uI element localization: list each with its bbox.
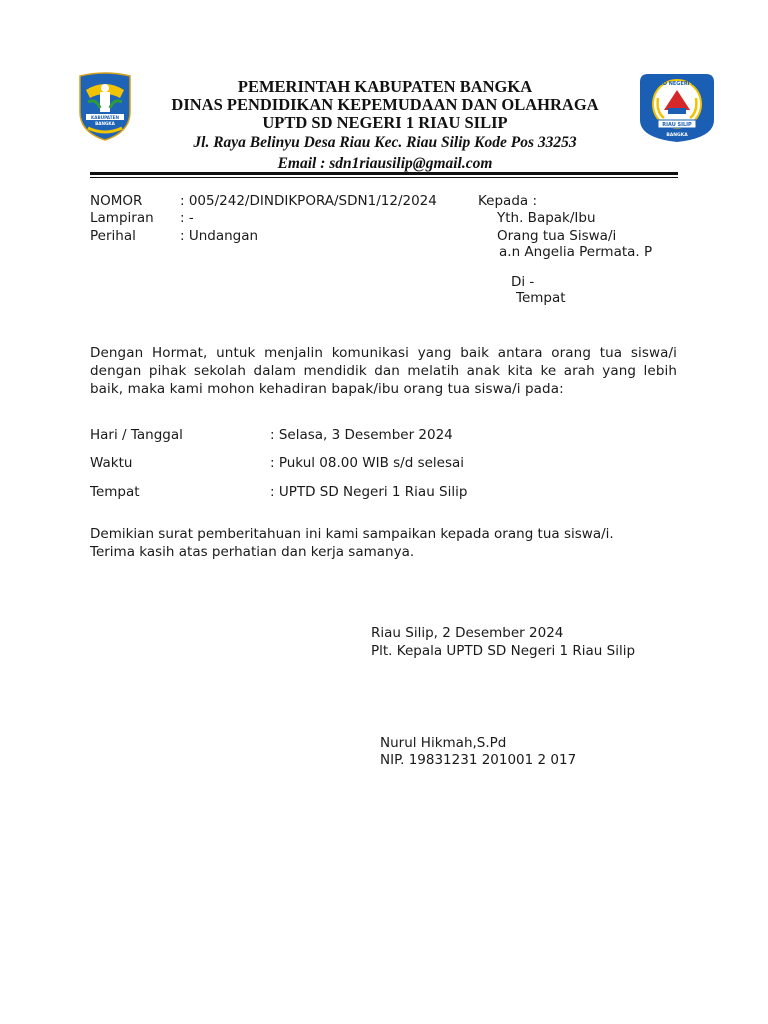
detail-label-time: Waktu xyxy=(90,455,133,471)
perihal-label: Perihal xyxy=(90,228,136,244)
letterhead-address: Jl. Raya Belinyu Desa Riau Kec. Riau Silip Kode Pos 33253 xyxy=(193,134,577,151)
svg-text:BANGKA: BANGKA xyxy=(95,121,115,126)
recipient-tempat: Tempat xyxy=(516,290,566,306)
recipient-parent: Orang tua Siswa/i xyxy=(497,228,617,244)
svg-text:BANGKA: BANGKA xyxy=(666,133,688,138)
closing-line-2: Terima kasih atas perhatian dan kerja samanya. xyxy=(90,544,415,560)
opening-paragraph: Dengan Hormat, untuk menjalin komunikasi yang baik antara orang tua siswa/i dengan pihak sekolah dalam mendidik dan melatih anak kita ke arah yang lebih baik, maka kami mohon kehadiran bapak/ibu orang tua siswa/i pada: xyxy=(90,345,677,397)
letterhead-school: UPTD SD NEGERI 1 RIAU SILIP xyxy=(262,113,508,132)
perihal-value: : Undangan xyxy=(180,228,259,244)
closing-line-1: Demikian surat pemberitahuan ini kami sampaikan kepada orang tua siswa/i. xyxy=(90,526,614,542)
lampiran-label: Lampiran xyxy=(90,210,154,226)
signature-name: Nurul Hikmah,S.Pd xyxy=(380,735,507,751)
detail-value-time: : Pukul 08.00 WIB s/d selesai xyxy=(270,455,465,471)
sd-negeri-1-logo xyxy=(638,72,716,144)
letterhead xyxy=(140,78,630,174)
signature-place-date: Riau Silip, 2 Desember 2024 xyxy=(371,625,564,641)
detail-label-date: Hari / Tanggal xyxy=(90,427,183,443)
letterhead-divider-thin xyxy=(90,177,678,178)
nomor-label: NOMOR xyxy=(90,193,143,209)
letterhead-department: DINAS PENDIDIKAN KEPEMUDAAN DAN OLAHRAGA xyxy=(171,95,599,114)
letterhead-government: PEMERINTAH KABUPATEN BANGKA xyxy=(237,77,533,96)
kabupaten-bangka-logo xyxy=(76,72,134,142)
nomor-value: : 005/242/DINDIKPORA/SDN1/12/2024 xyxy=(180,193,437,209)
letterhead-email: Email : sdn1riausilip@gmail.com xyxy=(277,155,493,172)
lampiran-value: : - xyxy=(180,210,194,226)
signature-nip: NIP. 19831231 201001 2 017 xyxy=(380,752,577,768)
detail-value-date: : Selasa, 3 Desember 2024 xyxy=(270,427,453,443)
recipient-name: a.n Angelia Permata. P xyxy=(499,244,653,260)
recipient-yth: Yth. Bapak/Ibu xyxy=(497,210,596,226)
detail-label-place: Tempat xyxy=(90,484,140,500)
signature-position: Plt. Kepala UPTD SD Negeri 1 Riau Silip xyxy=(371,643,636,659)
svg-text:SD NEGERI 1: SD NEGERI 1 xyxy=(659,81,695,87)
recipient-kepada: Kepada : xyxy=(478,193,538,209)
detail-value-place: : UPTD SD Negeri 1 Riau Silip xyxy=(270,484,468,500)
svg-text:RIAU SILIP: RIAU SILIP xyxy=(662,122,692,128)
letterhead-divider-thick xyxy=(90,172,678,175)
svg-text:KABUPATEN: KABUPATEN xyxy=(91,115,119,120)
recipient-di: Di - xyxy=(511,274,535,290)
